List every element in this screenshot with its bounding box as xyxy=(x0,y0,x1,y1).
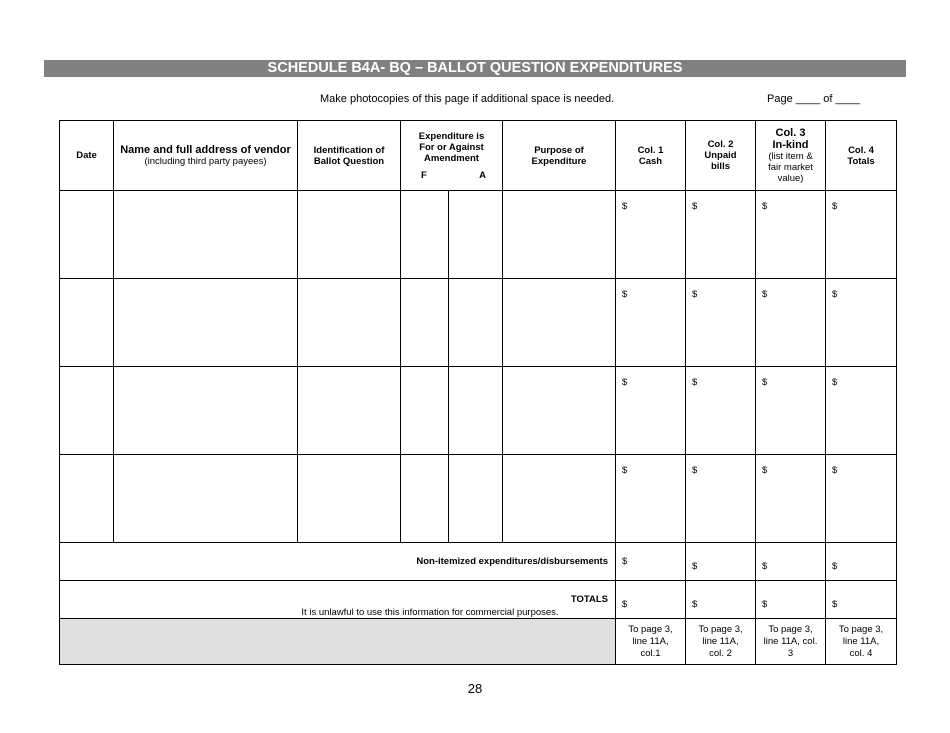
page-of-field[interactable]: Page ____ of ____ xyxy=(767,93,860,105)
for-cell[interactable] xyxy=(401,191,449,279)
header-col1-l2: Cash xyxy=(638,155,663,167)
table-row xyxy=(60,367,897,455)
cash-cell[interactable]: $ xyxy=(616,191,686,279)
header-col1-l1: Col. 1 xyxy=(637,144,664,156)
header-date: Date xyxy=(60,121,114,191)
header-col2-l3: bills xyxy=(710,161,730,172)
header-purpose-l1: Purpose of xyxy=(534,144,584,156)
total-cell[interactable]: $ xyxy=(826,279,897,367)
carry-col4 xyxy=(826,619,897,665)
header-vendor-sub: (including third party payees) xyxy=(144,156,267,167)
header-vendor xyxy=(114,121,298,191)
date-cell[interactable] xyxy=(60,455,114,543)
non-itemized-inkind[interactable]: $ xyxy=(756,543,826,581)
total-cell[interactable]: $ xyxy=(826,191,897,279)
vendor-cell[interactable] xyxy=(114,191,298,279)
header-col3-sub1: (list item & xyxy=(768,151,813,162)
inkind-cell[interactable]: $ xyxy=(756,455,826,543)
header-against: A xyxy=(479,169,486,181)
cash-cell[interactable]: $ xyxy=(616,367,686,455)
for-cell[interactable] xyxy=(401,279,449,367)
non-itemized-total[interactable]: $ xyxy=(826,543,897,581)
against-cell[interactable] xyxy=(449,455,503,543)
identification-cell[interactable] xyxy=(298,279,401,367)
total-cell[interactable]: $ xyxy=(826,367,897,455)
carry-forward-row xyxy=(60,619,897,665)
date-cell[interactable] xyxy=(60,279,114,367)
carry-col2-l3: col. 2 xyxy=(709,647,732,659)
shaded-area xyxy=(60,619,616,665)
header-col3-sub3: value) xyxy=(777,173,804,184)
header-identification-l1: Identification of xyxy=(313,144,385,156)
carry-col2-l2: line 11A, xyxy=(702,635,739,647)
header-identification xyxy=(298,121,401,191)
identification-cell[interactable] xyxy=(298,455,401,543)
inkind-cell[interactable]: $ xyxy=(756,279,826,367)
carry-col1 xyxy=(616,619,686,665)
header-vendor-title: Name and full address of vendor xyxy=(120,144,291,156)
inkind-cell[interactable]: $ xyxy=(756,191,826,279)
non-itemized-label: Non-itemized expenditures/disbursements xyxy=(60,543,616,581)
schedule-title: SCHEDULE B4A- BQ – BALLOT QUESTION EXPENDITURES xyxy=(44,60,906,77)
table-row xyxy=(60,455,897,543)
carry-col3-l2: line 11A, col. xyxy=(763,635,818,647)
header-col2-l1: Col. 2 xyxy=(707,139,734,150)
totals-total[interactable]: $ xyxy=(826,581,897,619)
vendor-cell[interactable] xyxy=(114,455,298,543)
against-cell[interactable] xyxy=(449,367,503,455)
against-cell[interactable] xyxy=(449,191,503,279)
header-col3-l1: Col. 3 xyxy=(775,127,806,139)
page-number: 28 xyxy=(467,681,483,696)
purpose-cell[interactable] xyxy=(503,455,616,543)
non-itemized-unpaid[interactable]: $ xyxy=(686,543,756,581)
header-col3-sub2: fair market xyxy=(768,162,813,173)
totals-unpaid[interactable]: $ xyxy=(686,581,756,619)
header-for: F xyxy=(421,169,427,181)
purpose-cell[interactable] xyxy=(503,279,616,367)
header-col4-l2: Totals xyxy=(847,155,875,167)
header-col2-l2: Unpaid xyxy=(704,150,737,161)
non-itemized-cash[interactable]: $ xyxy=(616,543,686,581)
expenditures-table xyxy=(59,120,897,665)
unpaid-cell[interactable]: $ xyxy=(686,455,756,543)
commercial-use-disclaimer: It is unlawful to use this information for commercial purposes. xyxy=(301,607,559,618)
header-expenditure-for-against xyxy=(401,121,503,191)
vendor-cell[interactable] xyxy=(114,367,298,455)
non-itemized-row xyxy=(60,543,897,581)
vendor-cell[interactable] xyxy=(114,279,298,367)
carry-col1-l1: To page 3, xyxy=(628,623,673,635)
unpaid-cell[interactable]: $ xyxy=(686,191,756,279)
photocopy-instruction: Make photocopies of this page if additional space is needed. xyxy=(320,93,615,105)
against-cell[interactable] xyxy=(449,279,503,367)
date-cell[interactable] xyxy=(60,367,114,455)
header-col3-l2: In-kind xyxy=(772,139,809,151)
carry-col1-l3: col.1 xyxy=(640,647,661,659)
for-cell[interactable] xyxy=(401,455,449,543)
inkind-cell[interactable]: $ xyxy=(756,367,826,455)
carry-col4-l3: col. 4 xyxy=(849,647,873,659)
carry-col4-l2: line 11A, xyxy=(842,635,880,647)
totals-cash[interactable]: $ xyxy=(616,581,686,619)
header-col4-l1: Col. 4 xyxy=(848,144,874,156)
cash-cell[interactable]: $ xyxy=(616,455,686,543)
identification-cell[interactable] xyxy=(298,191,401,279)
date-cell[interactable] xyxy=(60,191,114,279)
carry-col2-l1: To page 3, xyxy=(698,623,743,635)
carry-col4-l1: To page 3, xyxy=(838,623,884,635)
table-row xyxy=(60,191,897,279)
unpaid-cell[interactable]: $ xyxy=(686,367,756,455)
purpose-cell[interactable] xyxy=(503,191,616,279)
header-col3 xyxy=(756,121,826,191)
header-row xyxy=(60,121,897,191)
carry-col2 xyxy=(686,619,756,665)
totals-label: TOTALS xyxy=(60,581,616,619)
purpose-cell[interactable] xyxy=(503,367,616,455)
header-col4 xyxy=(826,121,897,191)
header-identification-l2: Ballot Question xyxy=(313,155,385,167)
header-expenditure-l2: For or Against xyxy=(419,141,484,153)
for-cell[interactable] xyxy=(401,367,449,455)
header-purpose-l2: Expenditure xyxy=(531,155,587,167)
header-purpose xyxy=(503,121,616,191)
total-cell[interactable]: $ xyxy=(826,455,897,543)
unpaid-cell[interactable]: $ xyxy=(686,279,756,367)
header-col2 xyxy=(686,121,756,191)
carry-col3 xyxy=(756,619,826,665)
identification-cell[interactable] xyxy=(298,367,401,455)
header-expenditure-l3: Amendment xyxy=(424,152,479,164)
cash-cell[interactable]: $ xyxy=(616,279,686,367)
header-expenditure-l1: Expenditure is xyxy=(418,130,485,142)
carry-col3-l1: To page 3, xyxy=(768,623,813,635)
totals-inkind[interactable]: $ xyxy=(756,581,826,619)
carry-col3-l3: 3 xyxy=(787,647,794,659)
table-row xyxy=(60,279,897,367)
carry-col1-l2: line 11A, xyxy=(632,635,669,647)
header-col1 xyxy=(616,121,686,191)
